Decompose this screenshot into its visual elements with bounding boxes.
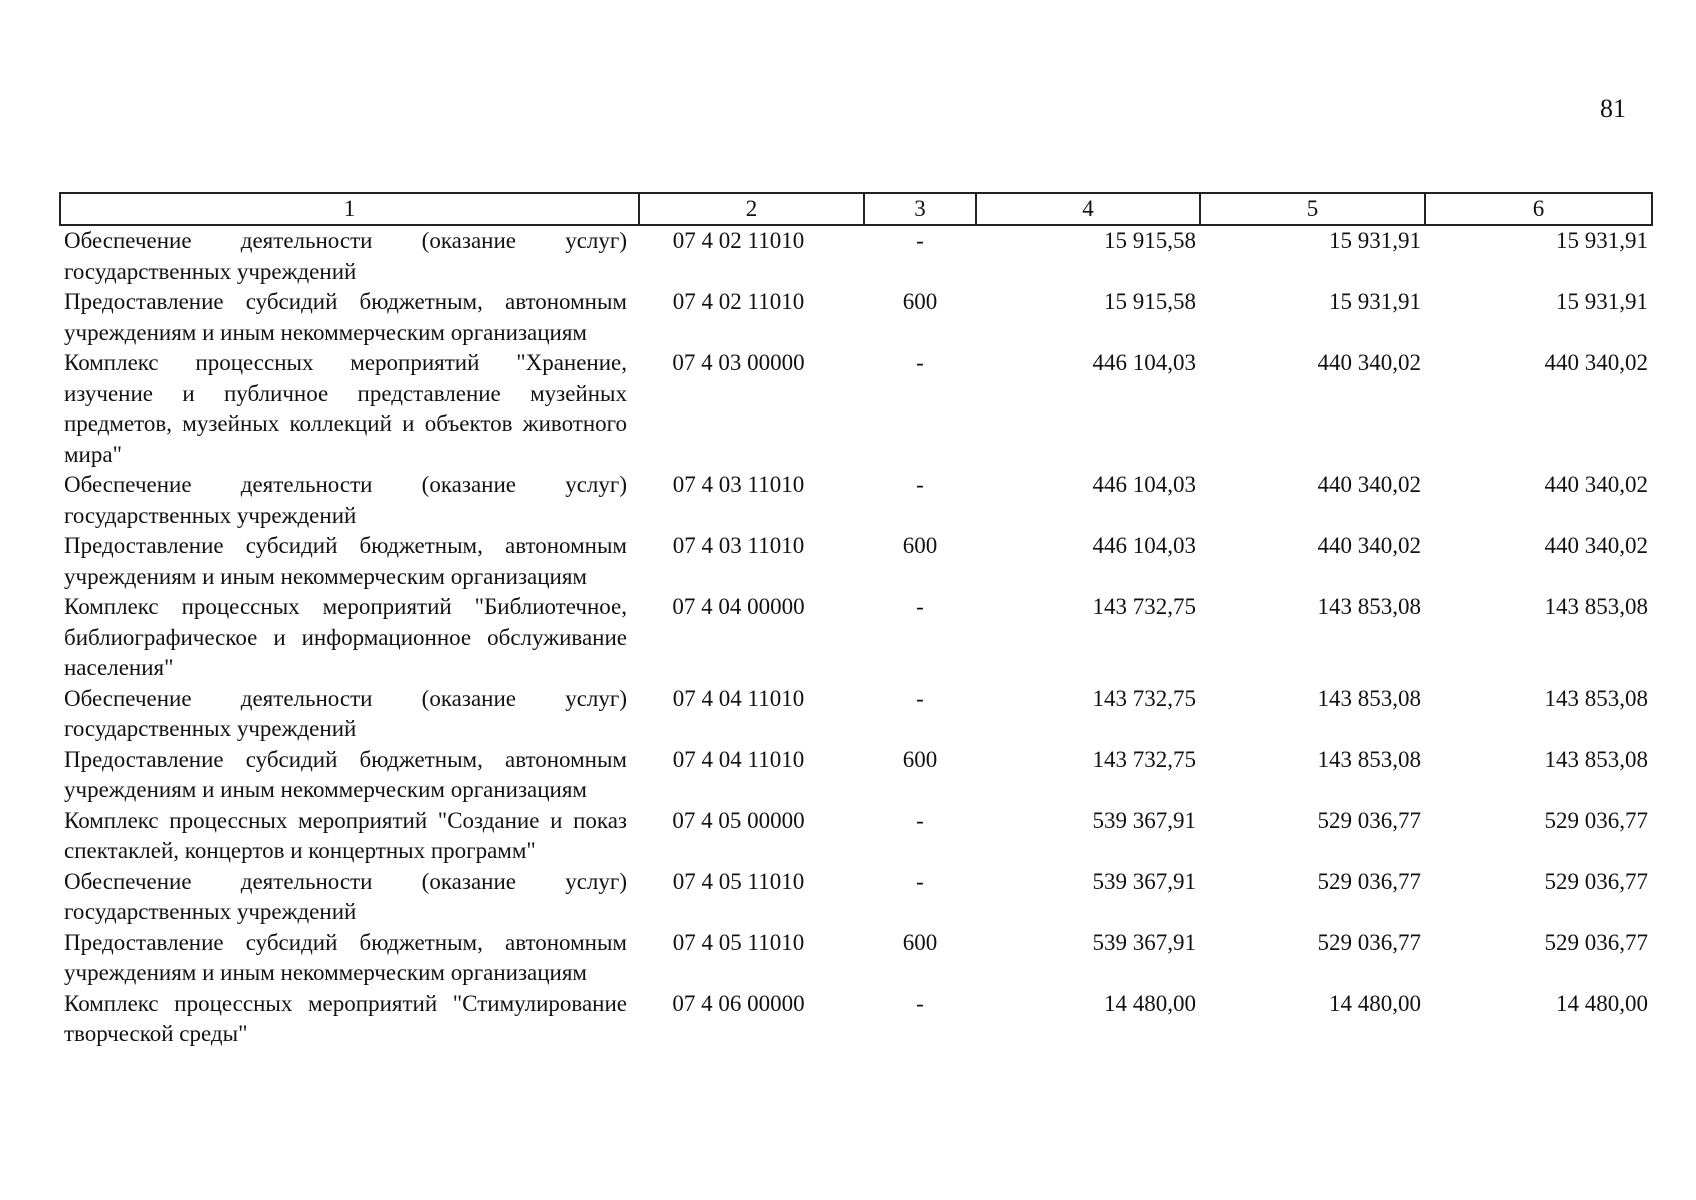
table-row xyxy=(60,989,1652,1050)
row-code: 07 4 03 00000 xyxy=(672,350,805,375)
row-type: 600 xyxy=(902,533,938,558)
table-row xyxy=(60,287,1652,348)
row-value-5: 529 036,77 xyxy=(1317,807,1421,833)
row-value-4: 446 104,03 xyxy=(1092,350,1196,375)
row-name: Комплекс процессных мероприятий "Хранение, изучение и публичное представление музейных предметов, музейных коллекций и объектов животного мира" xyxy=(64,350,627,467)
row-type: - xyxy=(916,990,924,1016)
row-value-5: 15 931,91 xyxy=(1329,289,1421,314)
row-code: 07 4 03 11010 xyxy=(672,472,805,497)
row-value-4: 539 367,91 xyxy=(1092,868,1196,894)
page-number: 81 xyxy=(1600,94,1626,123)
table-row xyxy=(60,531,1652,592)
header-col-3: 3 xyxy=(864,193,976,225)
row-name: Обеспечение деятельности (оказание услуг) государственных учреждений xyxy=(64,228,627,284)
table-header xyxy=(60,193,1652,225)
row-name: Предоставление субсидий бюджетным, автономным учреждениям и иным некоммерческим организациям xyxy=(64,289,627,345)
row-value-4: 143 732,75 xyxy=(1092,594,1196,619)
row-code: 07 4 03 11010 xyxy=(672,533,805,558)
row-value-5: 529 036,77 xyxy=(1317,868,1421,894)
row-value-6: 529 036,77 xyxy=(1544,807,1648,833)
table-row xyxy=(60,928,1652,989)
row-value-6: 143 853,08 xyxy=(1544,746,1648,772)
header-row xyxy=(60,193,1652,225)
row-value-5: 440 340,02 xyxy=(1317,350,1421,375)
table-row xyxy=(60,470,1652,531)
table-row xyxy=(60,745,1652,806)
row-code: 07 4 02 11010 xyxy=(672,228,805,253)
header-col-6: 6 xyxy=(1425,193,1652,225)
row-value-5: 143 853,08 xyxy=(1317,746,1421,772)
row-value-5: 15 931,91 xyxy=(1329,228,1421,253)
row-value-4: 14 480,00 xyxy=(1104,990,1196,1016)
header-col-1: 1 xyxy=(60,193,639,225)
table-row xyxy=(60,806,1652,867)
row-code: 07 4 06 00000 xyxy=(672,990,805,1016)
table-row xyxy=(60,225,1652,287)
row-type: - xyxy=(916,868,924,894)
row-value-6: 529 036,77 xyxy=(1544,929,1648,955)
table-row xyxy=(60,684,1652,745)
row-value-6: 14 480,00 xyxy=(1556,990,1648,1016)
row-value-4: 446 104,03 xyxy=(1092,533,1196,558)
row-value-5: 440 340,02 xyxy=(1317,533,1421,558)
budget-table xyxy=(59,192,1653,1050)
row-value-6: 440 340,02 xyxy=(1544,533,1648,558)
row-value-4: 539 367,91 xyxy=(1092,929,1196,955)
row-type: - xyxy=(916,472,924,497)
row-value-4: 539 367,91 xyxy=(1092,807,1196,833)
header-col-5: 5 xyxy=(1200,193,1425,225)
row-value-6: 143 853,08 xyxy=(1544,685,1648,711)
row-value-4: 143 732,75 xyxy=(1092,685,1196,711)
row-name: Комплекс процессных мероприятий "Создание и показ спектаклей, концертов и концертных программ" xyxy=(64,807,627,863)
row-value-6: 15 931,91 xyxy=(1556,228,1648,253)
row-value-5: 143 853,08 xyxy=(1317,685,1421,711)
header-col-2: 2 xyxy=(639,193,864,225)
row-value-4: 15 915,58 xyxy=(1104,228,1196,253)
row-value-6: 143 853,08 xyxy=(1544,594,1648,619)
row-type: 600 xyxy=(902,746,938,772)
row-value-5: 529 036,77 xyxy=(1317,929,1421,955)
table-row xyxy=(60,592,1652,684)
row-name: Комплекс процессных мероприятий "Библиотечное, библиографическое и информационное обслуживание населения" xyxy=(64,594,627,680)
row-value-5: 440 340,02 xyxy=(1317,472,1421,497)
row-type: 600 xyxy=(902,929,938,955)
row-code: 07 4 05 00000 xyxy=(672,807,805,833)
row-code: 07 4 04 11010 xyxy=(672,685,805,711)
row-name: Комплекс процессных мероприятий "Стимулирование творческой среды" xyxy=(64,990,627,1046)
row-name: Обеспечение деятельности (оказание услуг) государственных учреждений xyxy=(64,868,627,924)
row-name: Обеспечение деятельности (оказание услуг) государственных учреждений xyxy=(64,685,627,741)
row-type: - xyxy=(916,807,924,833)
header-col-4: 4 xyxy=(976,193,1200,225)
row-value-6: 15 931,91 xyxy=(1556,289,1648,314)
row-name: Обеспечение деятельности (оказание услуг) государственных учреждений xyxy=(64,472,627,528)
table-row xyxy=(60,867,1652,928)
row-value-5: 14 480,00 xyxy=(1329,990,1421,1016)
row-type: 600 xyxy=(902,289,938,314)
row-value-5: 143 853,08 xyxy=(1317,594,1421,619)
row-code: 07 4 04 11010 xyxy=(672,746,805,772)
row-value-6: 440 340,02 xyxy=(1544,472,1648,497)
row-value-4: 15 915,58 xyxy=(1104,289,1196,314)
row-value-6: 529 036,77 xyxy=(1544,868,1648,894)
row-name: Предоставление субсидий бюджетным, автономным учреждениям и иным некоммерческим организациям xyxy=(64,533,627,589)
row-type: - xyxy=(916,594,924,619)
row-value-6: 440 340,02 xyxy=(1544,350,1648,375)
row-name: Предоставление субсидий бюджетным, автономным учреждениям и иным некоммерческим организациям xyxy=(64,929,627,985)
table-row xyxy=(60,348,1652,470)
row-name: Предоставление субсидий бюджетным, автономным учреждениям и иным некоммерческим организациям xyxy=(64,746,627,802)
row-code: 07 4 02 11010 xyxy=(672,289,805,314)
row-code: 07 4 05 11010 xyxy=(672,868,805,894)
row-type: - xyxy=(916,350,924,375)
row-type: - xyxy=(916,228,924,253)
row-value-4: 446 104,03 xyxy=(1092,472,1196,497)
row-type: - xyxy=(916,685,924,711)
row-value-4: 143 732,75 xyxy=(1092,746,1196,772)
row-code: 07 4 04 00000 xyxy=(672,594,805,619)
row-code: 07 4 05 11010 xyxy=(672,929,805,955)
